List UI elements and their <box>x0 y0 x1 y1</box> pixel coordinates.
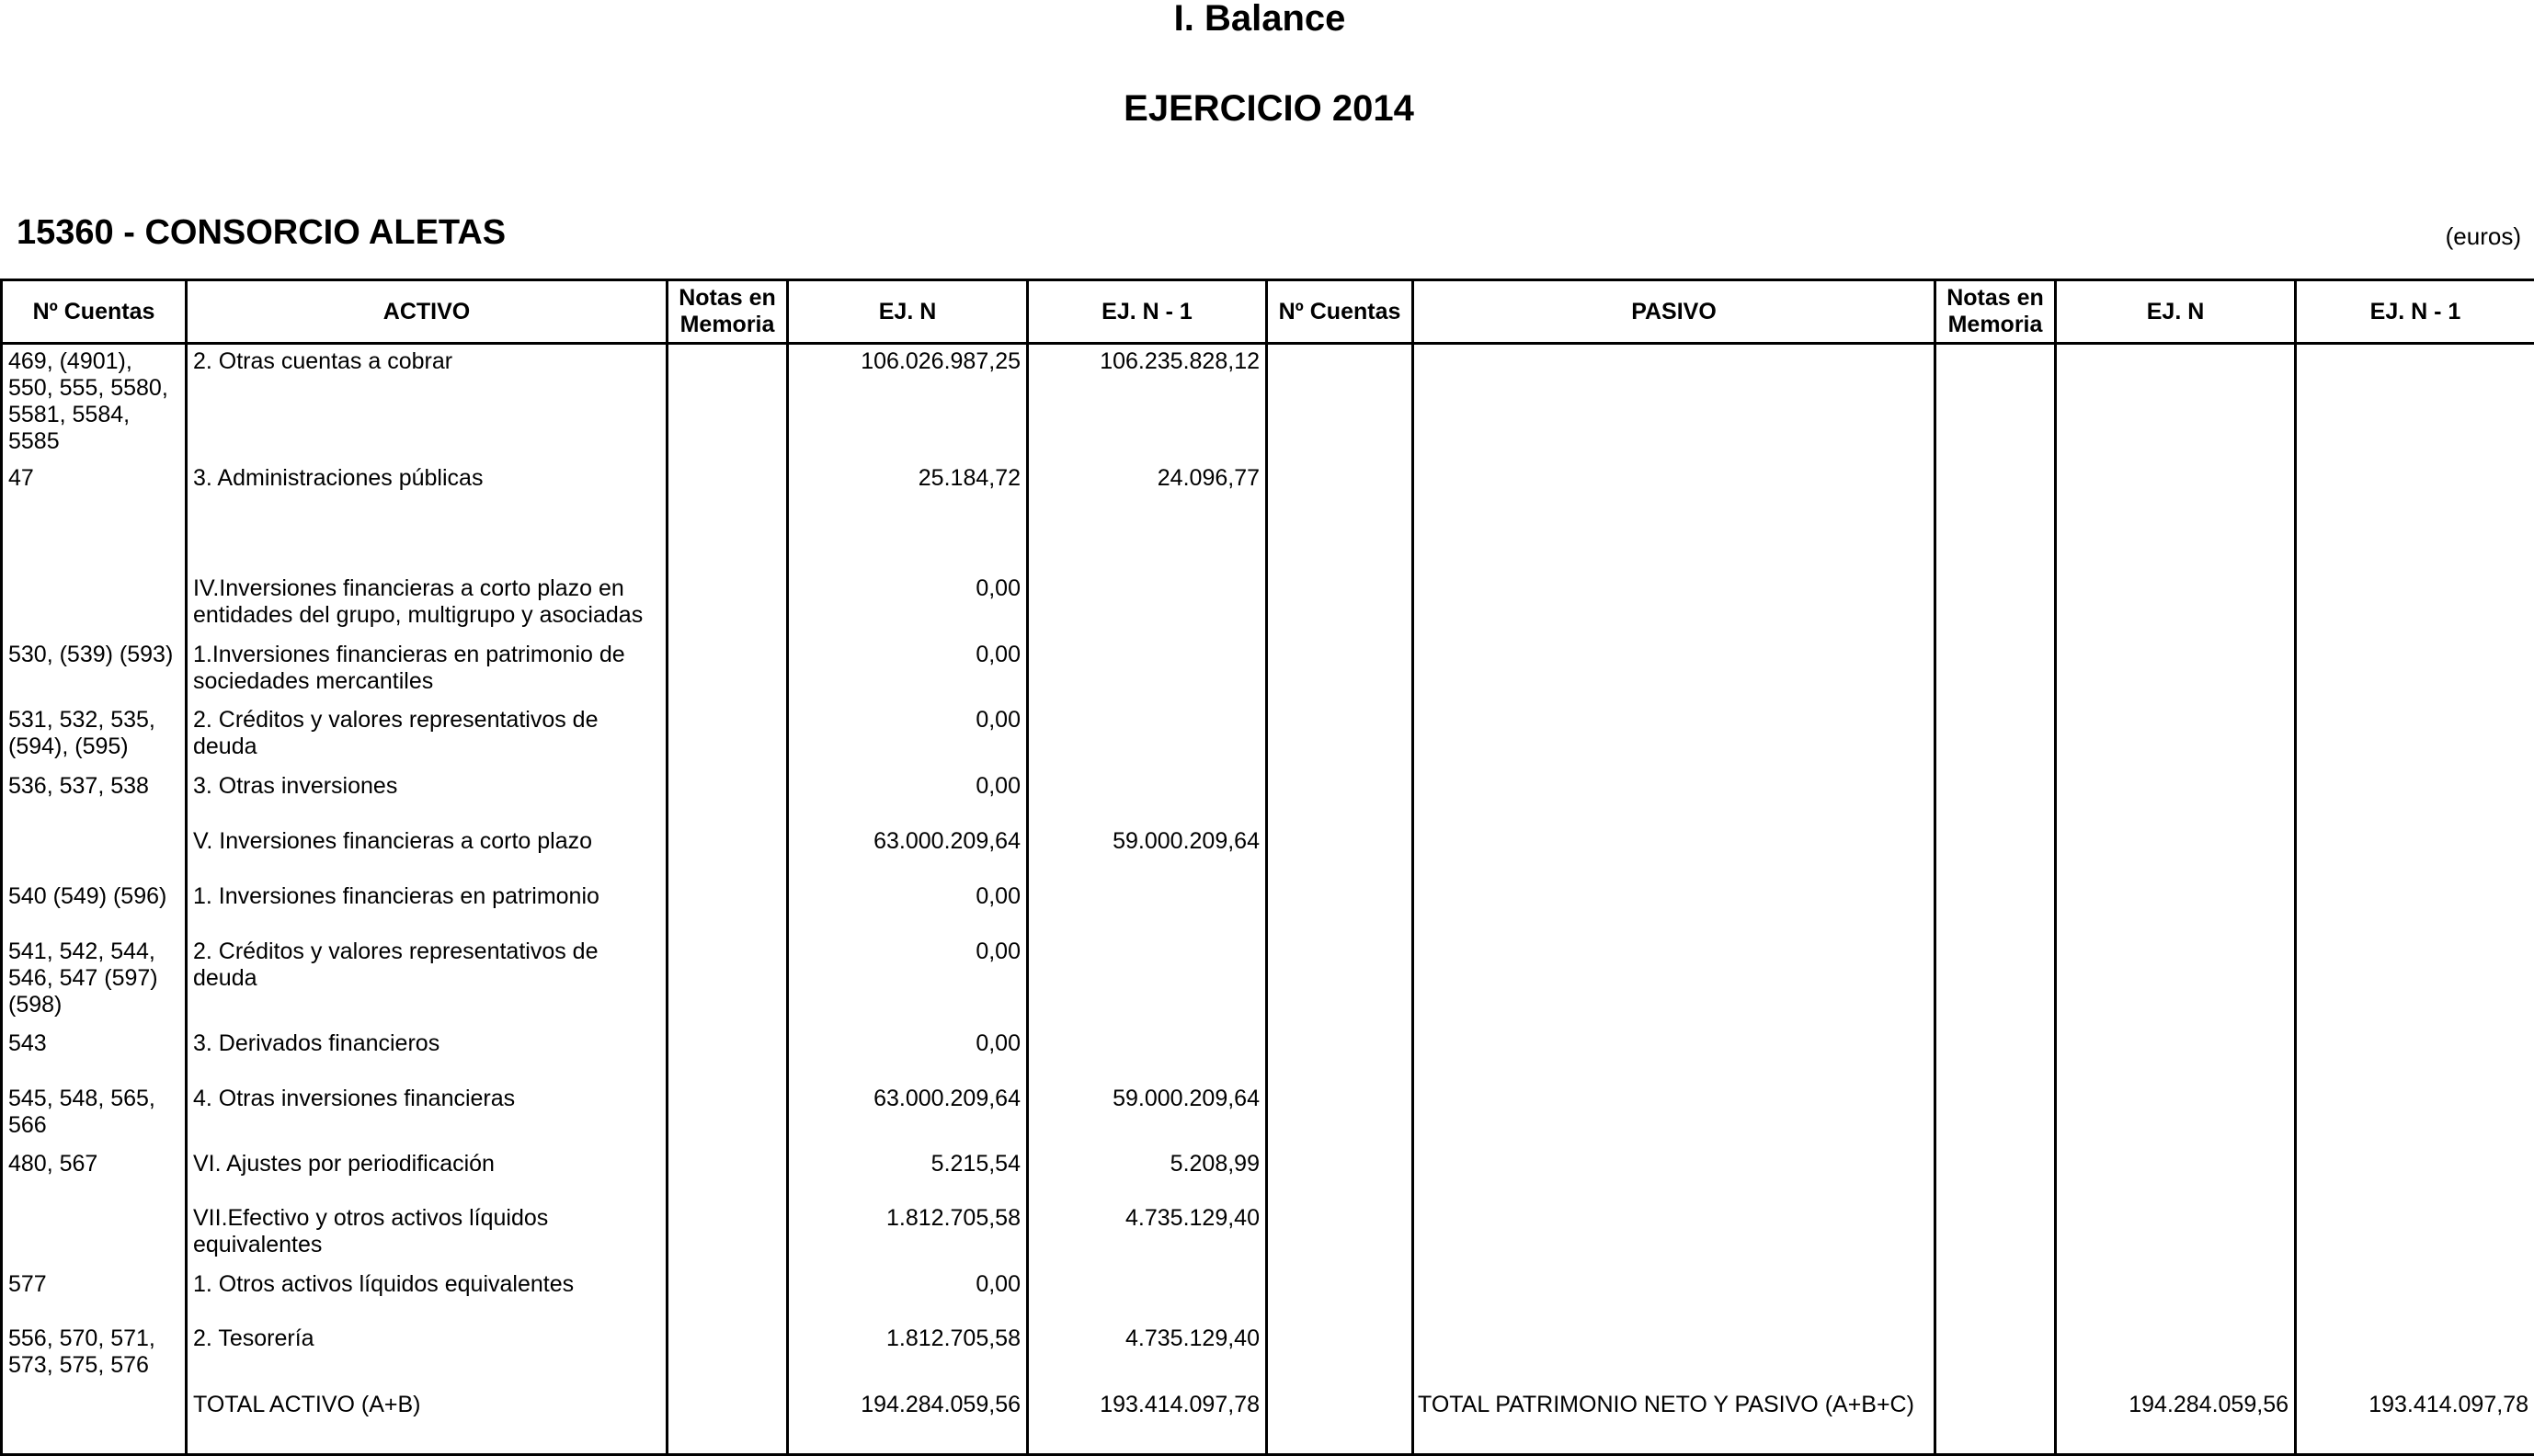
cell-empty <box>1935 880 2056 935</box>
cell-empty <box>2056 638 2296 703</box>
cell-empty <box>2296 880 2534 935</box>
cell-ejn: 106.026.987,25 <box>788 344 1028 461</box>
col-ejn-pasivo: EJ. N <box>2056 280 2296 344</box>
cell-activo: 1. Inversiones financieras en patrimonio <box>187 880 668 935</box>
cell-empty <box>2056 1268 2296 1322</box>
cell-empty <box>1413 1147 1935 1201</box>
cell-activo: 3. Administraciones públicas <box>187 461 668 572</box>
cell-empty <box>1413 703 1935 769</box>
cell-activo: 2. Créditos y valores representativos de deuda <box>187 703 668 769</box>
cell-notas <box>668 935 788 1027</box>
cell-empty <box>1267 880 1413 935</box>
table-row <box>2 769 2534 825</box>
cell-notas <box>668 638 788 703</box>
cell-ejn1 <box>1028 1027 1267 1082</box>
balance-table <box>0 279 2534 1456</box>
cell-empty <box>2056 1147 2296 1201</box>
col-pasivo: PASIVO <box>1413 280 1935 344</box>
cell-cuentas: 47 <box>2 461 187 572</box>
table-row <box>2 825 2534 880</box>
cell-activo: VII.Efectivo y otros activos líquidos equivalentes <box>187 1201 668 1268</box>
cell-activo: 1.Inversiones financieras en patrimonio de sociedades mercantiles <box>187 638 668 703</box>
cell-empty <box>1935 935 2056 1027</box>
cell-cuentas: 541, 542, 544, 546, 547 (597) (598) <box>2 935 187 1027</box>
cell-empty <box>1935 572 2056 638</box>
cell-empty <box>1413 1027 1935 1082</box>
totals-row <box>2 1388 2534 1455</box>
table-row <box>2 1268 2534 1322</box>
cell-cuentas <box>2 1201 187 1268</box>
cell-empty <box>1413 1322 1935 1388</box>
cell-notas <box>668 1268 788 1322</box>
cell-ejn1: 4.735.129,40 <box>1028 1322 1267 1388</box>
cell-empty <box>1935 703 2056 769</box>
cell-ejn: 0,00 <box>788 1027 1028 1082</box>
cell-cuentas: 543 <box>2 1027 187 1082</box>
cell-ejn: 0,00 <box>788 935 1028 1027</box>
cell-ejn1 <box>1028 880 1267 935</box>
cell-empty <box>2056 880 2296 935</box>
cell-ejn1: 4.735.129,40 <box>1028 1201 1267 1268</box>
cell-activo: 2. Otras cuentas a cobrar <box>187 344 668 461</box>
col-notas-pasivo: Notas en Memoria <box>1935 280 2056 344</box>
cell-empty <box>1935 461 2056 572</box>
cell-empty <box>1267 638 1413 703</box>
cell-empty <box>2056 344 2296 461</box>
cell-cuentas: 545, 548, 565, 566 <box>2 1082 187 1147</box>
cell-ejn1: 59.000.209,64 <box>1028 825 1267 880</box>
cell-ejn: 0,00 <box>788 572 1028 638</box>
cell-empty <box>2056 769 2296 825</box>
cell-cuentas: 531, 532, 535, (594), (595) <box>2 703 187 769</box>
table-row <box>2 461 2534 572</box>
cell-empty <box>2296 703 2534 769</box>
cell-activo: 2. Créditos y valores representativos de deuda <box>187 935 668 1027</box>
cell-notas <box>668 1201 788 1268</box>
cell-empty <box>2296 572 2534 638</box>
cell-empty <box>1935 1322 2056 1388</box>
cell-empty <box>1413 1201 1935 1268</box>
cell-notas <box>668 769 788 825</box>
cell-cuentas: 480, 567 <box>2 1147 187 1201</box>
cell-empty <box>1267 1082 1413 1147</box>
cell-ejn1 <box>1028 935 1267 1027</box>
cell-notas <box>668 1147 788 1201</box>
cell-empty <box>2056 461 2296 572</box>
cell-empty <box>1935 1082 2056 1147</box>
cell-activo: 3. Derivados financieros <box>187 1027 668 1082</box>
cell-empty <box>1413 638 1935 703</box>
table-row <box>2 1322 2534 1388</box>
cell-empty <box>1267 1027 1413 1082</box>
cell-empty <box>1413 825 1935 880</box>
cell-ejn1 <box>1028 769 1267 825</box>
cell-empty <box>1935 825 2056 880</box>
cell-activo: IV.Inversiones financieras a corto plazo en entidades del grupo, multigrupo y asociadas <box>187 572 668 638</box>
cell-ejn1: 106.235.828,12 <box>1028 344 1267 461</box>
cell-empty <box>2056 1322 2296 1388</box>
table-row <box>2 572 2534 638</box>
cell-empty <box>2296 769 2534 825</box>
cell-empty <box>1413 1268 1935 1322</box>
cell-cuentas: 577 <box>2 1268 187 1322</box>
cell-empty <box>1267 1322 1413 1388</box>
col-cuentas-pasivo: Nº Cuentas <box>1267 280 1413 344</box>
cell-notas <box>668 1388 788 1455</box>
cell-notas <box>668 461 788 572</box>
cell-empty <box>1413 769 1935 825</box>
cell-empty <box>2296 461 2534 572</box>
cell-ejn: 5.215,54 <box>788 1147 1028 1201</box>
cell-empty <box>2296 344 2534 461</box>
cell-activo: 1. Otros activos líquidos equivalentes <box>187 1268 668 1322</box>
cell-empty <box>1267 572 1413 638</box>
report-title: I. Balance <box>1173 0 1346 39</box>
table-row <box>2 638 2534 703</box>
cell-empty <box>2296 1201 2534 1268</box>
cell-ejn: 0,00 <box>788 1268 1028 1322</box>
col-notas: Notas en Memoria <box>668 280 788 344</box>
cell-empty <box>1267 1147 1413 1201</box>
cell-ejn: 0,00 <box>788 880 1028 935</box>
cell-empty <box>2296 1027 2534 1082</box>
header-row <box>2 280 2534 344</box>
cell-empty <box>1935 344 2056 461</box>
col-activo: ACTIVO <box>187 280 668 344</box>
cell-ejn: 0,00 <box>788 703 1028 769</box>
cell-cuentas: 556, 570, 571, 573, 575, 576 <box>2 1322 187 1388</box>
cell-cuentas <box>2 572 187 638</box>
cell-ejn: 25.184,72 <box>788 461 1028 572</box>
cell-ejn: 1.812.705,58 <box>788 1322 1028 1388</box>
cell-empty <box>1267 825 1413 880</box>
cell-empty <box>1935 1201 2056 1268</box>
cell-activo: V. Inversiones financieras a corto plazo <box>187 825 668 880</box>
table-row <box>2 935 2534 1027</box>
report-subtitle: EJERCICIO 2014 <box>1124 88 1414 129</box>
table-row <box>2 344 2534 461</box>
table-row <box>2 1027 2534 1082</box>
cell-ejn1 <box>1028 572 1267 638</box>
cell-empty <box>2056 1082 2296 1147</box>
units-label: (euros) <box>2445 222 2521 250</box>
cell-empty <box>1267 1201 1413 1268</box>
cell-empty <box>1935 1027 2056 1082</box>
cell-activo: 4. Otras inversiones financieras <box>187 1082 668 1147</box>
cell-empty <box>1935 1147 2056 1201</box>
total-activo-label: TOTAL ACTIVO (A+B) <box>187 1388 668 1455</box>
cell-empty <box>1935 1268 2056 1322</box>
cell-ejn1 <box>1028 638 1267 703</box>
cell-ejn: 0,00 <box>788 769 1028 825</box>
cell-empty <box>2296 1082 2534 1147</box>
cell-empty <box>1413 461 1935 572</box>
cell-notas <box>668 344 788 461</box>
cell-cuentas: 540 (549) (596) <box>2 880 187 935</box>
table-row <box>2 1147 2534 1201</box>
cell-notas <box>668 703 788 769</box>
cell-empty <box>1413 935 1935 1027</box>
total-pasivo-ejn: 194.284.059,56 <box>2056 1388 2296 1455</box>
cell-notas <box>668 825 788 880</box>
cell-ejn1 <box>1028 1268 1267 1322</box>
cell-activo: VI. Ajustes por periodificación <box>187 1147 668 1201</box>
cell-empty <box>1267 935 1413 1027</box>
cell-notas <box>668 1322 788 1388</box>
cell-empty <box>1413 880 1935 935</box>
cell-notas <box>668 572 788 638</box>
cell-empty <box>1267 1268 1413 1322</box>
cell-empty <box>2056 935 2296 1027</box>
cell-empty <box>1267 1388 1413 1455</box>
cell-cuentas: 469, (4901), 550, 555, 5580, 5581, 5584, 5585 <box>2 344 187 461</box>
table-row <box>2 1201 2534 1268</box>
cell-empty <box>2 1388 187 1455</box>
cell-empty <box>2056 703 2296 769</box>
cell-empty <box>2296 638 2534 703</box>
cell-empty <box>1267 769 1413 825</box>
col-ejn: EJ. N <box>788 280 1028 344</box>
total-pasivo-ejn1: 193.414.097,78 <box>2296 1388 2534 1455</box>
cell-empty <box>2056 1201 2296 1268</box>
cell-empty <box>1413 572 1935 638</box>
cell-activo: 3. Otras inversiones <box>187 769 668 825</box>
table-row <box>2 880 2534 935</box>
cell-empty <box>1935 769 2056 825</box>
cell-empty <box>1267 344 1413 461</box>
cell-empty <box>1413 344 1935 461</box>
cell-cuentas: 530, (539) (593) <box>2 638 187 703</box>
cell-ejn: 63.000.209,64 <box>788 1082 1028 1147</box>
cell-ejn1 <box>1028 703 1267 769</box>
cell-ejn1: 5.208,99 <box>1028 1147 1267 1201</box>
cell-ejn1: 24.096,77 <box>1028 461 1267 572</box>
cell-empty <box>2296 825 2534 880</box>
cell-empty <box>1267 703 1413 769</box>
cell-empty <box>2296 1322 2534 1388</box>
cell-notas <box>668 1082 788 1147</box>
cell-empty <box>1267 461 1413 572</box>
cell-empty <box>2056 572 2296 638</box>
cell-empty <box>1935 638 2056 703</box>
cell-cuentas <box>2 825 187 880</box>
table-row <box>2 703 2534 769</box>
table-row <box>2 1082 2534 1147</box>
cell-empty <box>2296 935 2534 1027</box>
cell-empty <box>2296 1268 2534 1322</box>
total-activo-ejn: 194.284.059,56 <box>788 1388 1028 1455</box>
total-activo-ejn1: 193.414.097,78 <box>1028 1388 1267 1455</box>
cell-activo: 2. Tesorería <box>187 1322 668 1388</box>
cell-empty <box>2296 1147 2534 1201</box>
col-ejn1-pasivo: EJ. N - 1 <box>2296 280 2534 344</box>
cell-ejn: 1.812.705,58 <box>788 1201 1028 1268</box>
col-cuentas: Nº Cuentas <box>2 280 187 344</box>
col-ejn1: EJ. N - 1 <box>1028 280 1267 344</box>
total-pasivo-label: TOTAL PATRIMONIO NETO Y PASIVO (A+B+C) <box>1413 1388 1935 1455</box>
cell-ejn: 63.000.209,64 <box>788 825 1028 880</box>
cell-cuentas: 536, 537, 538 <box>2 769 187 825</box>
cell-empty <box>1413 1082 1935 1147</box>
cell-notas <box>668 880 788 935</box>
cell-ejn1: 59.000.209,64 <box>1028 1082 1267 1147</box>
cell-notas-pasivo <box>1935 1388 2056 1455</box>
cell-notas <box>668 1027 788 1082</box>
cell-ejn: 0,00 <box>788 638 1028 703</box>
cell-empty <box>2056 825 2296 880</box>
entity-name: 15360 - CONSORCIO ALETAS <box>17 213 507 252</box>
cell-empty <box>2056 1027 2296 1082</box>
